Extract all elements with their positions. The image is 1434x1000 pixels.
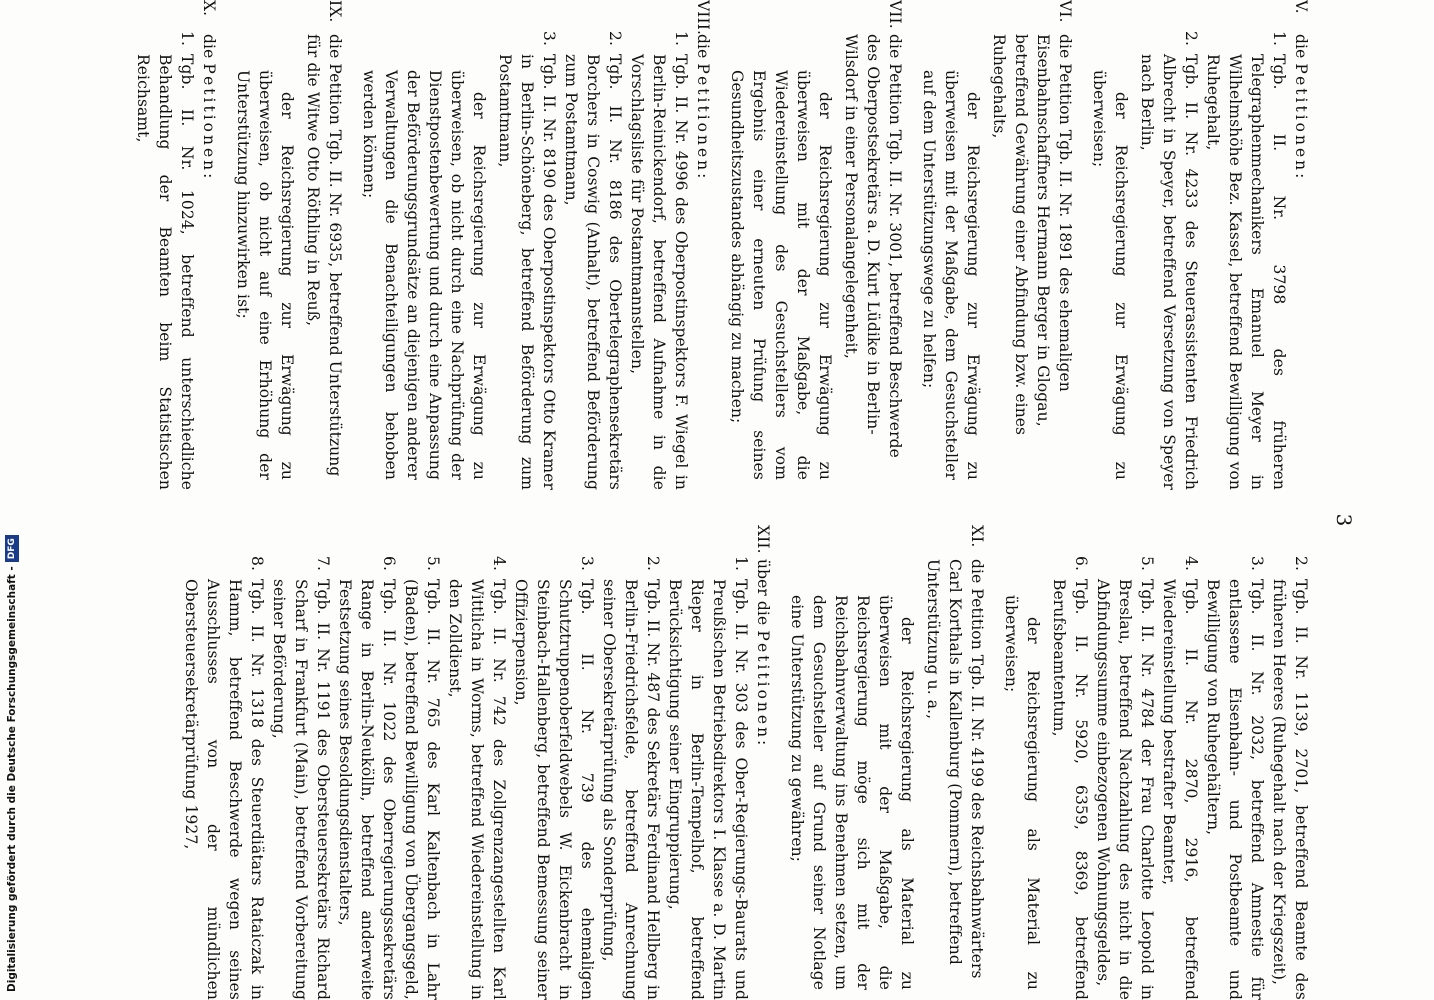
section-heading (988, 0, 1076, 490)
petition-item (1048, 545, 1092, 1000)
section-heading (840, 0, 906, 490)
petition-section (1000, 525, 1312, 1000)
section-number: VI. (1056, 0, 1074, 23)
petition-item-text: Tgb. II. Nr. 5920, 6359, 8369, betreffend Berufsbeamtentum, (1050, 579, 1090, 1000)
section-lead-text: die Petition Tgb. II. Nr. 6935, betreffend Unterstützung für die Witwe Otto Röthling in Reuß, (304, 34, 344, 477)
petition-item-number: 3. (540, 31, 558, 46)
petition-item-number: 2. (1292, 556, 1310, 571)
section-number: IX. (326, 0, 344, 23)
petition-item (1202, 545, 1268, 1000)
section-number: VIII. (694, 0, 712, 35)
petition-item-number: 4. (1182, 556, 1200, 571)
petition-item (1092, 545, 1158, 1000)
section-resolution: der Reichsregierung zur Erwägung zu überweisen, ob nicht auf eine Erhöhung der Unterstützung hinzuwirken ist; (234, 70, 296, 480)
section-lead-text: die (200, 34, 218, 59)
section-number: VII. (886, 0, 904, 29)
section-lead (302, 34, 346, 490)
petition-item-text: Tgb. II. Nr. 1191 des Obersteuersekretärs Richard Scharf in Frankfurt (Main), betreffend Vorbereitung seiner Beförderung, (270, 579, 332, 1000)
section-resolution: der Reichsregierung zur Erwägung zu überweisen mit der Maßgabe, die Wiedereinstellung des Gesuchstellers vom Ergebnis einer erneuten Prüfung seines Gesundheitszustandes abhängig zu machen; (728, 70, 834, 480)
section-heading (692, 0, 714, 490)
petition-item-number: 2. (1182, 31, 1200, 46)
section-number: V. (1292, 0, 1310, 14)
petition-section (786, 525, 988, 1000)
petition-item (1202, 20, 1290, 490)
section-lead-text: die (1292, 34, 1310, 59)
petition-item (510, 545, 598, 1000)
petition-item-number: 3. (578, 556, 596, 571)
petition-item-number: 5. (424, 556, 442, 571)
section-lead (1290, 34, 1312, 490)
left-column (120, 0, 1312, 490)
petition-item-text: Tgb. II. Nr. 8190 des Oberpostinspektors Otto Kramer in Berlin-Schöneberg, betreffend Beförderung zum Postamtmann, (496, 54, 558, 490)
petition-item-number: 3. (1248, 556, 1266, 571)
section-spaced-word: Petitionen: (754, 630, 772, 749)
petition-item-text: Tgb. II. Nr. 1024, betreffend unterschiedliche Behandlung der Beamten beim Statistischen Reichsamt, (134, 54, 196, 490)
section-heading (752, 525, 774, 1000)
section-heading (922, 525, 988, 1000)
petition-item (180, 545, 268, 1000)
petition-item-number: 6. (380, 556, 398, 571)
petition-item (1268, 545, 1312, 1000)
petition-item (626, 20, 692, 490)
petition-item-text: Tgb. II. Nr. 765 des Karl Kaltenbach in Lahr (Baden), betreffend Bewilligung von Übergangsgeld, (402, 579, 442, 1000)
petition-item-text: Tgb. II. Nr. 1022 des Oberregierungssekretärs Range in Berlin-Neukölln, betreffend anderweite Festsetzung seines Besoldungsdienstalters, (336, 579, 398, 1000)
petition-item-number: 4. (490, 556, 508, 571)
section-spaced-word: Petitionen: (1292, 63, 1310, 182)
petition-item-number: 1. (1270, 31, 1288, 46)
section-number: XI. (968, 525, 986, 548)
section-lead (752, 559, 774, 1000)
petition-list (1136, 0, 1290, 490)
petition-item-number: 1. (672, 31, 690, 46)
petition-item-number: 1. (732, 556, 750, 571)
section-spaced-word: Petitionen: (694, 63, 712, 182)
petition-item-text: Tgb. II. Nr. 2032, betreffend Amnestie für entlassene Eisenbahn- und Postbeamte und Bewilligung von Ruhegehältern, (1204, 579, 1266, 1000)
petition-item (132, 20, 198, 490)
petition-list (494, 0, 692, 490)
petition-item (268, 545, 334, 1000)
petition-list (180, 525, 752, 1000)
petition-item-number: 6. (1072, 556, 1090, 571)
petition-section (358, 0, 714, 490)
petition-item-text: Tgb. II. Nr. 487 des Sekretärs Ferdinand Hellberg in Berlin-Friedrichsfelde, betreffend Anrechnung seiner Obersekretärprüfung als Sonderprüfung, (600, 579, 662, 1000)
section-lead (198, 34, 220, 490)
section-resolution: der Reichsregierung als Material zu überweisen mit der Maßgabe, die Reichsregierung möge sich mit der Reichsbahnverwaltung ins Benehmen setzen, um dem Gesuchsteller auf Grund seiner Notlage eine Unterstützung zu gewähren; (788, 595, 916, 990)
petition-item-text: Tgb. II. Nr. 2870, 2916, betreffend Wiedereinstellung bestrafter Beamter, (1160, 579, 1200, 1000)
petition-item (664, 545, 752, 1000)
petition-item-number: 7. (314, 556, 332, 571)
petition-item (560, 20, 626, 490)
petition-item-text: Tgb. II. Nr. 1139, 2701, betreffend Beamte des früheren Heeres (Ruhegehalt nach der Kriegszeit), (1270, 579, 1310, 1000)
section-number: XII. (754, 525, 772, 554)
section-resolution: der Reichsregierung als Material zu überweisen; (1002, 595, 1042, 990)
petition-item-text: Tgb. II. Nr. 3798 des früheren Telegraphenmechanikers Emanuel Meyer in Wilhelmshöhe Bez. Kassel, betreffend Bewilligung von Ruhegehalt, (1204, 54, 1288, 490)
section-lead (840, 34, 906, 490)
petition-item (444, 545, 510, 1000)
dfg-logo-icon: DFG (5, 535, 19, 562)
digitization-footer (2, 2, 22, 992)
section-heading (198, 0, 220, 490)
section-lead (988, 34, 1076, 490)
petition-item (334, 545, 400, 1000)
petition-item-number: 2. (606, 31, 624, 46)
petition-item-number: 8. (248, 556, 266, 571)
petition-list (132, 0, 198, 490)
section-lead-text: die Petition Tgb. II. Nr. 3001, betreffend Beschwerde des Oberpostsekretärs a. D. Kurt Lüdike in Berlin-Wilsdorf in einer Personalangelegenheit, (842, 34, 904, 458)
section-lead (922, 559, 988, 1000)
petition-item-text: Tgb. II. Nr. 742 des Zollgrenzangestellten Karl Wittlicha in Worms, betreffend Wiedereinstellung in den Zolldienst, (446, 579, 508, 1000)
petition-section (726, 0, 906, 490)
rotated-page-content (26, 0, 1356, 1000)
section-lead-text: über die (754, 559, 772, 626)
section-resolution: der Reichsregierung zur Erwägung zu überweisen, ob nicht durch eine Nachprüfung der Dienstpostenbewertung und durch eine Anpassung der Beförderungsgrundsätze an diejenigen anderer Verwaltungen die Benachteiligungen behoben werden können; (360, 70, 488, 480)
section-lead (692, 34, 714, 490)
petition-item (400, 545, 444, 1000)
petition-item-text: Tgb. II. Nr. 4784 der Frau Charlotte Leopold in Breslau, betreffend Nachzahlung des nicht in die Abfindungssumme einbezogenen Wohnungsgeldes, (1094, 579, 1156, 1000)
petition-section (918, 0, 1076, 490)
section-heading (302, 0, 346, 490)
petition-item-text: Tgb. II. Nr. 739 des ehemaligen Schutztruppenoberfeldwebels W. Eickenbracht in Steinbach-Hallenberg, betreffend Bemessung seiner Offizierpension, (512, 579, 596, 1000)
petition-item (1158, 545, 1202, 1000)
petition-item (494, 20, 560, 490)
petition-item-number: 1. (178, 31, 196, 46)
petition-item-text: Tgb. II. Nr. 303 des Ober-Regierungs-Baurats und Preußischen Betriebsdirektors I. Klasse a. D. Martin Rieper in Berlin-Tempelhof, betreffend Berücksichtigung seiner Eingruppierung, (666, 579, 750, 1000)
section-number: X. (200, 0, 218, 17)
section-lead-text: die Petition Tgb. II. Nr. 4199 des Reichsbahnwärters Carl Korthals in Kallenburg (Pommern), betreffend Unterstützung u. a., (924, 559, 986, 979)
petition-item (598, 545, 664, 1000)
page-number: 3 (1332, 513, 1356, 527)
petition-item-number: 5. (1138, 556, 1156, 571)
section-lead-text: die Petition Tgb. II. Nr. 1891 des ehemaligen Eisenbahnschaffners Hermann Berger in Glogau, betreffend Gewährung einer Abfindung bzw. eines Ruhegehalts, (990, 34, 1074, 436)
petition-item-text: Tgb. II. Nr. 4233 des Steuerassistenten Friedrich Albrecht in Speyer, betreffend Versetzung von Speyer nach Berlin, (1138, 54, 1200, 490)
petition-item-text: Tgb. II. Nr. 8186 des Obertelegraphensekretärs Borchers in Coswig (Anhalt), betreffend Beförderung zum Postamtmann, (562, 54, 624, 490)
right-column (168, 525, 1312, 1000)
section-resolution: der Reichsregierung zur Erwägung zu überweisen; (1090, 70, 1130, 480)
section-spaced-word: Petitionen: (200, 63, 218, 182)
petition-item-number: 2. (644, 556, 662, 571)
petition-section (1088, 0, 1312, 490)
section-resolution: der Reichsregierung zur Erwägung zu überweisen mit der Maßgabe, dem Gesuchsteller auf dem Unterstützungswege zu helfen; (920, 70, 982, 480)
section-lead-text: die (694, 34, 712, 59)
petition-section (132, 0, 220, 490)
petition-item (1136, 20, 1202, 490)
petition-section (232, 0, 346, 490)
petition-item-text: Tgb. II. Nr. 4996 des Oberpostinspektors F. Wiegel in Berlin-Reinickendorf, betreffend Aufnahme in die Vorschlagsliste für Postamtmannstellen, (628, 54, 690, 490)
petition-section (180, 525, 774, 1000)
section-heading (1290, 0, 1312, 490)
petition-list (1048, 525, 1312, 1000)
petition-item-text: Tgb. II. Nr. 1318 des Steuerdiätars Rataiczak in Hamm, betreffend Beschwerde wegen seines Ausschlusses von der mündlichen Obersteuersekretärprüfung 1927, (182, 579, 266, 1000)
footer-text: Digitalisierung gefördert durch die Deutsche Forschungsgemeinschaft - (6, 566, 18, 992)
